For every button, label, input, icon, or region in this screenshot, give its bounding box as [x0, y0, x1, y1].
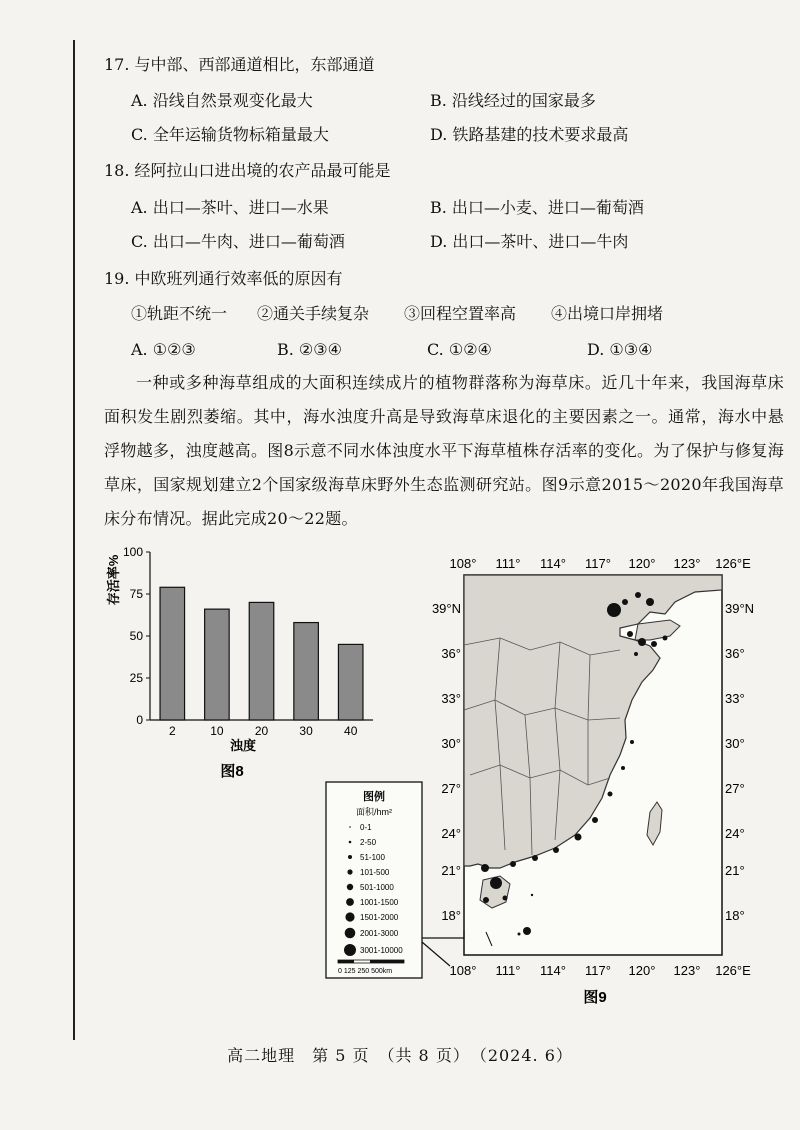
- seagrass-site: [531, 894, 533, 896]
- bottom-longitude-labels: [450, 963, 752, 978]
- seagrass-site: [663, 636, 668, 641]
- binding-margin-line: [73, 40, 75, 1040]
- figure-9-caption: 图9: [583, 989, 607, 1006]
- lat-label: 30°: [725, 736, 745, 751]
- y-axis-ticks: [123, 545, 150, 727]
- seagrass-site: [634, 652, 638, 656]
- q19-item-3: ③回程空置率高: [404, 304, 517, 323]
- scale-bar-labels: 0 125 250 500km: [338, 968, 393, 975]
- lon-label: 126°E: [715, 556, 751, 571]
- top-longitude-labels: [450, 556, 752, 571]
- figure-8-caption: 图8: [220, 763, 244, 780]
- lat-label: 39°N: [431, 601, 461, 616]
- seagrass-site: [630, 740, 634, 744]
- lat-label: 21°: [441, 863, 461, 878]
- seagrass-site: [532, 855, 538, 861]
- q17-option-a: A. 沿线自然景观变化最大: [131, 91, 313, 110]
- y-tick-label: 25: [129, 671, 143, 685]
- q19-item-1: ①轨距不统一: [131, 304, 228, 323]
- legend-symbol: [349, 841, 352, 844]
- lat-label: 33°: [441, 691, 461, 706]
- seagrass-site: [635, 592, 641, 598]
- lon-label: 114°: [540, 963, 566, 978]
- legend-symbol: [348, 855, 352, 859]
- x-tick-label: 20: [254, 724, 269, 738]
- lat-label: 27°: [441, 781, 461, 796]
- lon-label: 114°: [540, 556, 566, 571]
- legend-class-label: 1501-2000: [360, 913, 399, 922]
- lat-label: 21°: [725, 863, 745, 878]
- seagrass-site: [607, 603, 621, 617]
- legend-class-label: 0-1: [360, 823, 372, 832]
- seagrass-site: [621, 766, 625, 770]
- legend-class-label: 2-50: [360, 838, 377, 847]
- y-tick-label: 100: [122, 545, 143, 559]
- lon-label: 111°: [495, 963, 521, 978]
- lon-label: 111°: [495, 556, 521, 571]
- seagrass-site: [523, 927, 531, 935]
- seagrass-site: [483, 897, 489, 903]
- q19-item-2: ②通关手续复杂: [257, 304, 370, 323]
- seagrass-site: [503, 896, 508, 901]
- lat-label: 30°: [441, 736, 461, 751]
- bar-2: [160, 587, 185, 720]
- legend-title: 图例: [363, 791, 385, 803]
- x-tick-label: 30: [299, 724, 313, 738]
- legend-class-label: 501-1000: [360, 883, 394, 892]
- seagrass-site: [651, 641, 657, 647]
- legend-symbol: [345, 912, 354, 921]
- page-footer: 高二地理 第 5 页 （共 8 页） （2024. 6）: [227, 1046, 573, 1065]
- lon-label: 123°: [673, 963, 701, 978]
- lat-label: 18°: [725, 908, 745, 923]
- legend-class-label: 101-500: [360, 868, 390, 877]
- legend-symbol: [349, 826, 351, 828]
- lat-label: 33°: [725, 691, 745, 706]
- bar-10: [205, 609, 230, 720]
- seagrass-site: [608, 792, 613, 797]
- q19-option-c: C. ①②④: [427, 340, 492, 359]
- q19-option-d: D. ①③④: [587, 340, 653, 359]
- lat-label: 27°: [725, 781, 745, 796]
- legend-callout-line: [422, 942, 450, 966]
- q18-option-b: B. 出口—小麦、进口—葡萄酒: [430, 198, 644, 217]
- legend-symbol: [347, 884, 353, 890]
- x-tick-label: 2: [168, 724, 176, 738]
- q19-option-a: A. ①②③: [131, 340, 196, 359]
- seagrass-site: [553, 847, 559, 853]
- legend-symbol: [345, 928, 356, 939]
- q18-option-d: D. 出口—茶叶、进口—牛肉: [430, 232, 629, 251]
- y-axis-label: 存活率%: [106, 554, 121, 606]
- passage-text: 一种或多种海草组成的大面积连续成片的植物群落称为海草床。近几十年来，我国海草床面积发生剧烈萎缩。其中，海水浊度升高是导致海草床退化的主要因素之一。通常，海水中悬浮物越多，浊度越高。图8示意不同水体浊度水平下海草植株存活率的变化。为了保护与修复海草床，国家规划建立2个国家级海草床野外生态监测研究站。图9示意2015～2020年我国海草床分布情况。据此完成20～22题。: [104, 373, 784, 528]
- lon-label: 108°: [449, 556, 477, 571]
- seagrass-site: [490, 877, 502, 889]
- x-tick-label: 10: [210, 724, 224, 738]
- bar-20: [249, 602, 274, 720]
- q18-stem: 18. 经阿拉山口进出境的农产品最可能是: [104, 161, 391, 180]
- legend-symbol: [347, 869, 352, 874]
- seagrass-site: [638, 638, 646, 646]
- bar-30: [294, 623, 319, 720]
- lon-label: 120°: [628, 556, 656, 571]
- seagrass-site: [575, 834, 582, 841]
- y-tick-label: 75: [129, 587, 143, 601]
- legend-symbol: [346, 898, 354, 906]
- q17-stem: 17. 与中部、西部通道相比，东部通道: [104, 55, 375, 74]
- seagrass-site: [646, 598, 654, 606]
- y-tick-label: 0: [136, 713, 143, 727]
- y-tick-label: 50: [129, 629, 143, 643]
- q18-option-c: C. 出口—牛肉、进口—葡萄酒: [131, 232, 345, 251]
- legend-symbol: [344, 944, 356, 956]
- q17-option-c: C. 全年运输货物标箱量最大: [131, 125, 329, 144]
- lon-label: 117°: [585, 556, 611, 571]
- x-tick-label: 40: [344, 724, 358, 738]
- lat-label: 18°: [441, 908, 461, 923]
- lat-label: 39°N: [725, 601, 755, 616]
- left-latitude-labels: [432, 601, 461, 923]
- legend-callout-line: [422, 930, 464, 938]
- lon-label: 126°E: [715, 963, 751, 978]
- q19-option-b: B. ②③④: [277, 340, 342, 359]
- right-latitude-labels: [725, 601, 754, 923]
- lon-label: 117°: [585, 963, 611, 978]
- figure-9-map: [320, 550, 780, 1020]
- legend-class-label: 3001-10000: [360, 946, 403, 955]
- q17-option-d: D. 铁路基建的技术要求最高: [430, 125, 629, 144]
- legend-subtitle: 面积/hm²: [355, 807, 393, 817]
- q18-option-a: A. 出口—茶叶、进口—水果: [131, 198, 329, 217]
- seagrass-site: [518, 933, 521, 936]
- lon-label: 120°: [628, 963, 656, 978]
- seagrass-site: [510, 861, 516, 867]
- x-axis-label: 浊度: [229, 738, 257, 753]
- legend-class-label: 1001-1500: [360, 898, 399, 907]
- lat-label: 24°: [441, 826, 461, 841]
- lon-label: 123°: [673, 556, 701, 571]
- seagrass-site: [622, 599, 628, 605]
- legend-class-label: 51-100: [360, 853, 385, 862]
- q19-item-4: ④出境口岸拥堵: [551, 304, 664, 323]
- q17-option-b: B. 沿线经过的国家最多: [430, 91, 596, 110]
- lon-label: 108°: [449, 963, 477, 978]
- seagrass-site: [481, 864, 489, 872]
- legend-class-label: 2001-3000: [360, 929, 399, 938]
- lat-label: 24°: [725, 826, 745, 841]
- lat-label: 36°: [725, 646, 745, 661]
- seagrass-site: [627, 631, 633, 637]
- q19-stem: 19. 中欧班列通行效率低的原因有: [104, 269, 343, 288]
- lat-label: 36°: [441, 646, 461, 661]
- seagrass-site: [592, 817, 598, 823]
